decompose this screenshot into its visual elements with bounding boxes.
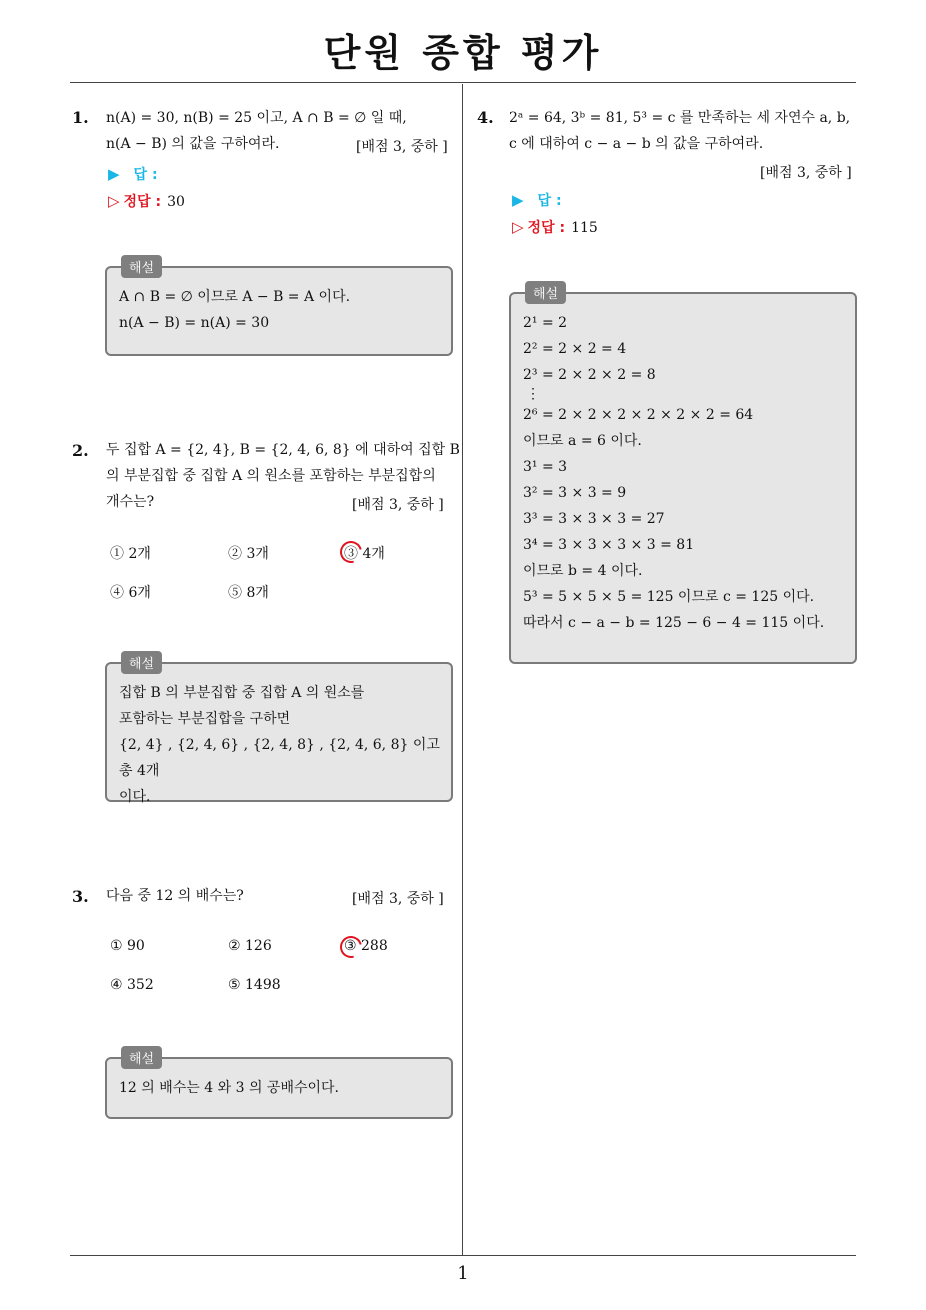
choice-4[interactable]: ④ 352 xyxy=(110,977,154,993)
explanation-tag: 해설 xyxy=(121,255,162,278)
vertical-ellipsis: ⋮ xyxy=(526,386,540,402)
question-1-line2: n(A − B) 의 값을 구하여라. xyxy=(106,136,280,152)
play-icon: ▶ xyxy=(512,191,524,209)
explanation-line: 2¹ = 2 xyxy=(523,315,568,331)
explanation-box-4 xyxy=(509,287,857,664)
explanation-line: A ∩ B = ∅ 이므로 A − B = A 이다. xyxy=(119,289,351,305)
question-3-number: 3. xyxy=(72,887,89,906)
question-1-number: 1. xyxy=(72,108,89,127)
correct-value: 115 xyxy=(571,220,598,236)
explanation-line: 따라서 c − a − b = 125 − 6 − 4 = 115 이다. xyxy=(523,615,825,631)
question-1-line1: n(A) = 30, n(B) = 25 이고, A ∩ B = ∅ 일 때, xyxy=(106,110,407,126)
choice-1[interactable]: ① 2개 xyxy=(110,546,151,562)
question-4-number: 4. xyxy=(477,108,494,127)
triangle-outline-icon: ▷ xyxy=(108,192,120,210)
answer-label: 답 : xyxy=(133,167,158,183)
question-2-line3: 개수는? xyxy=(106,494,155,510)
explanation-line: 5³ = 5 × 5 × 5 = 125 이므로 c = 125 이다. xyxy=(523,589,815,605)
question-4-line2: c 에 대하여 c − a − b 의 값을 구하여라. xyxy=(509,136,764,152)
explanation-tag: 해설 xyxy=(525,281,566,304)
page-number: 1 xyxy=(457,1263,469,1284)
answer-label: 답 : xyxy=(537,193,562,209)
explanation-line: 이므로 a = 6 이다. xyxy=(523,433,642,449)
choice-3[interactable]: ③ 4개 xyxy=(344,546,385,562)
choice-3[interactable]: ③ 288 xyxy=(344,938,388,954)
choice-4[interactable]: ④ 6개 xyxy=(110,585,151,601)
question-4-line1: 2ᵃ = 64, 3ᵇ = 81, 5³ = c 를 만족하는 세 자연수 a, b, xyxy=(509,110,851,126)
question-1-answer xyxy=(108,164,158,184)
correct-value: 30 xyxy=(167,194,185,210)
question-2-line1: 두 집합 A = {2, 4}, B = {2, 4, 6, 8} 에 대하여 집합 B xyxy=(106,442,460,458)
bottom-rule xyxy=(70,1255,856,1256)
correct-label: 정답 : xyxy=(123,194,162,210)
explanation-box-1 xyxy=(105,261,453,356)
play-icon: ▶ xyxy=(108,165,120,183)
question-4-score: [배점 3, 중하 ] xyxy=(760,165,852,181)
question-2-line2: 의 부분집합 중 집합 A 의 원소를 포함하는 부분집합의 xyxy=(106,468,436,484)
choice-5[interactable]: ⑤ 8개 xyxy=(228,585,269,601)
question-3-line1: 다음 중 12 의 배수는? xyxy=(106,888,244,904)
explanation-line: 2⁶ = 2 × 2 × 2 × 2 × 2 × 2 = 64 xyxy=(523,407,754,423)
explanation-line: 이다. xyxy=(119,789,151,805)
explanation-line: 집합 B 의 부분집합 중 집합 A 의 원소를 xyxy=(119,685,365,701)
explanation-tag: 해설 xyxy=(121,1046,162,1069)
top-rule xyxy=(70,82,856,83)
choice-2[interactable]: ② 126 xyxy=(228,938,272,954)
page-title: 단원 종합 평가 xyxy=(323,31,603,75)
explanation-line: 3³ = 3 × 3 × 3 = 27 xyxy=(523,511,665,527)
question-4-correct xyxy=(512,217,598,237)
explanation-line: 포함하는 부분집합을 구하면 xyxy=(119,711,291,727)
question-2-number: 2. xyxy=(72,441,89,460)
question-3-score: [배점 3, 중하 ] xyxy=(352,891,444,907)
explanation-line: 3² = 3 × 3 = 9 xyxy=(523,485,627,501)
explanation-tag: 해설 xyxy=(121,651,162,674)
explanation-box-2 xyxy=(105,657,453,805)
explanation-line: n(A − B) = n(A) = 30 xyxy=(119,315,270,331)
explanation-line: 2³ = 2 × 2 × 2 = 8 xyxy=(523,367,656,383)
triangle-outline-icon: ▷ xyxy=(512,218,524,236)
choice-1[interactable]: ① 90 xyxy=(110,938,145,954)
question-1-correct xyxy=(108,191,185,211)
question-1-score: [배점 3, 중하 ] xyxy=(356,139,448,155)
question-4-answer xyxy=(512,190,562,210)
choice-5[interactable]: ⑤ 1498 xyxy=(228,977,281,993)
question-2-score: [배점 3, 중하 ] xyxy=(352,497,444,513)
choice-2[interactable]: ② 3개 xyxy=(228,546,269,562)
explanation-box-3 xyxy=(105,1052,453,1119)
column-divider xyxy=(462,84,463,1256)
correct-label: 정답 : xyxy=(527,220,566,236)
explanation-line: 12 의 배수는 4 와 3 의 공배수이다. xyxy=(119,1080,339,1096)
explanation-line: 이므로 b = 4 이다. xyxy=(523,563,643,579)
explanation-line: 3⁴ = 3 × 3 × 3 × 3 = 81 xyxy=(523,537,695,553)
explanation-line: {2, 4} , {2, 4, 6} , {2, 4, 8} , {2, 4, 6, 8} 이고 총 4개 xyxy=(119,737,440,779)
explanation-line: 3¹ = 3 xyxy=(523,459,568,475)
explanation-line: 2² = 2 × 2 = 4 xyxy=(523,341,627,357)
